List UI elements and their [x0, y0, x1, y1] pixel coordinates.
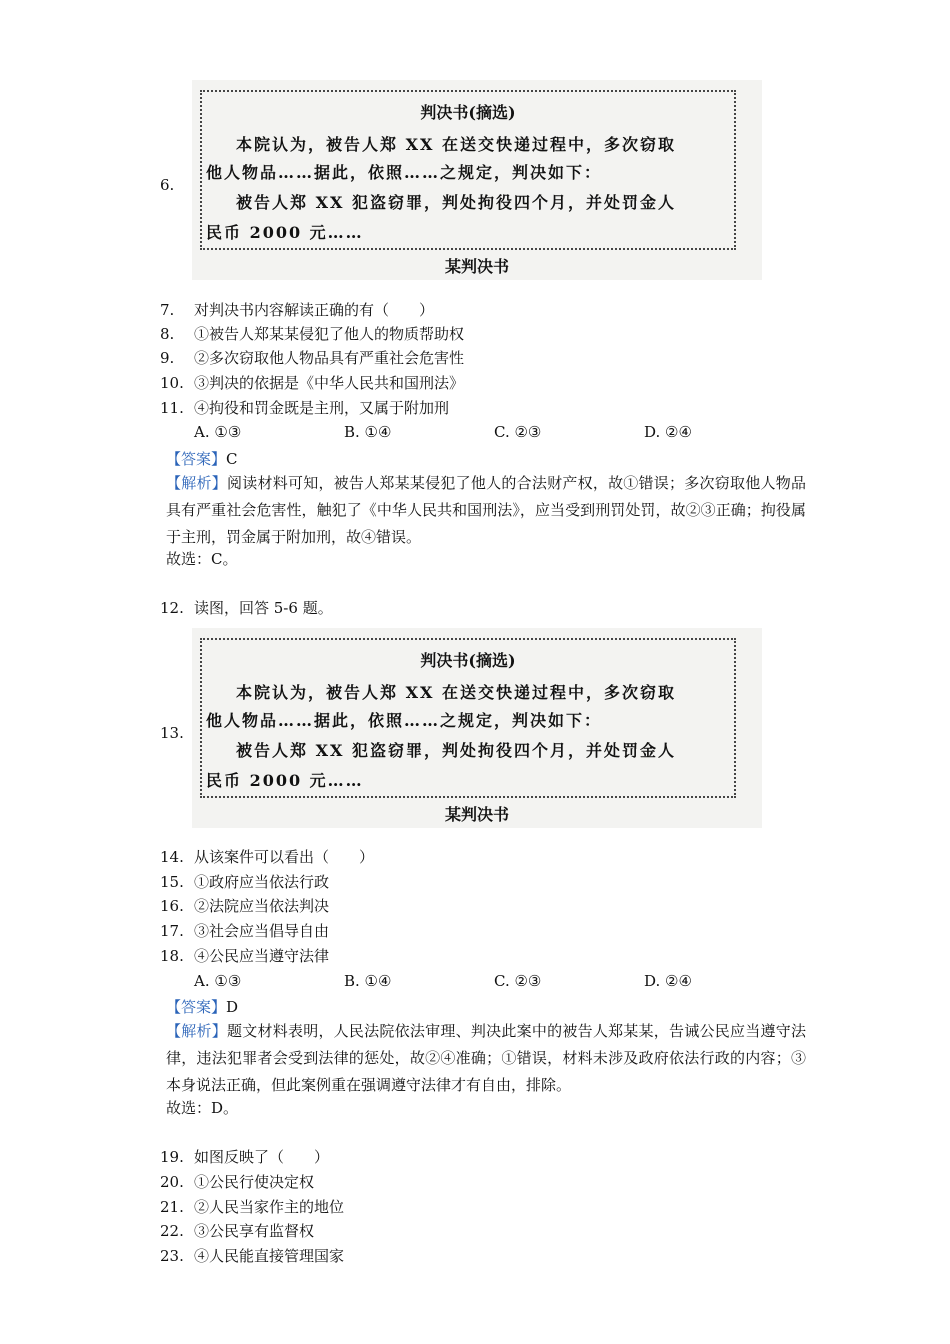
statement-item	[160, 1171, 314, 1193]
option-b: B. ①④	[344, 972, 392, 990]
line-number: 22.	[160, 1222, 184, 1240]
answer-tag: 【答案】	[166, 998, 227, 1016]
analysis-tag: 【解析】	[166, 474, 227, 492]
judgment-line: 本院认为，被告人郑 XX 在送交快递过程中，多次窃取	[236, 683, 676, 702]
statement-item	[160, 347, 464, 369]
line-number: 14.	[160, 848, 184, 866]
judgment-figure	[192, 80, 762, 280]
figure-number: 13.	[160, 724, 184, 742]
line-number: 7.	[160, 301, 175, 319]
option-a: A. ①③	[194, 423, 242, 441]
statement-item	[160, 1245, 344, 1267]
line-number: 19.	[160, 1148, 184, 1166]
option-d: D. ②④	[644, 423, 692, 441]
line-number: 20.	[160, 1173, 184, 1191]
statement-item	[160, 945, 329, 967]
statement-item	[160, 397, 449, 419]
line-number: 17.	[160, 922, 184, 940]
statement-text: ③判决的依据是《中华人民共和国刑法》	[194, 374, 465, 392]
statement-text: ②多次窃取他人物品具有严重社会危害性	[194, 349, 465, 367]
analysis-paragraph	[166, 470, 806, 551]
question-intro	[160, 597, 333, 619]
line-number: 11.	[160, 399, 184, 417]
judgment-line: 他人物品……据此，依照……之规定，判决如下：	[206, 163, 603, 182]
judgment-title: 判决书(摘选)	[420, 103, 516, 122]
statement-text: ③社会应当倡导自由	[194, 922, 330, 940]
statement-text: ④人民能直接管理国家	[194, 1247, 345, 1265]
intro-text: 读图，回答 5-6 题。	[194, 599, 333, 617]
statement-text: ②人民当家作主的地位	[194, 1198, 345, 1216]
answer-tag: 【答案】	[166, 450, 227, 468]
answer-line	[166, 446, 806, 473]
line-number: 8.	[160, 325, 175, 343]
judgment-title: 判决书(摘选)	[420, 651, 516, 670]
judgment-line: 本院认为，被告人郑 XX 在送交快递过程中，多次窃取	[236, 135, 676, 154]
statement-item	[160, 895, 329, 917]
analysis-text: 阅读材料可知，被告人郑某某侵犯了他人的合法财产权，故①错误；多次窃取他人物品具有严重社会危害性，触犯了《中华人民共和国刑法》，应当受到刑罚处罚，故②③正确；拘役属于主刑，罚金属于附加刑，故④错误。	[166, 474, 806, 546]
line-number: 9.	[160, 349, 175, 367]
line-number: 23.	[160, 1247, 184, 1265]
statement-text: ①被告人郑某某侵犯了他人的物质帮助权	[194, 325, 465, 343]
statement-text: ③公民享有监督权	[194, 1222, 315, 1240]
judgment-caption: 某判决书	[444, 805, 509, 824]
statement-item	[160, 1196, 344, 1218]
judgment-caption: 某判决书	[444, 257, 509, 276]
judgment-line: 民币 2000 元……	[206, 771, 364, 790]
judgment-figure	[192, 628, 762, 828]
judgment-line: 他人物品……据此，依照……之规定，判决如下：	[206, 711, 603, 730]
option-c: C. ②③	[494, 972, 542, 990]
option-b: B. ①④	[344, 423, 392, 441]
judgment-line: 被告人郑 XX 犯盗窃罪，判处拘役四个月，并处罚金人	[236, 193, 676, 212]
judgment-frame	[200, 90, 736, 250]
stem-text: 对判决书内容解读正确的有（ ）	[194, 301, 435, 319]
line-number: 15.	[160, 873, 184, 891]
stem-text: 从该案件可以看出（ ）	[194, 848, 375, 866]
answer-value: C	[226, 450, 238, 468]
figure-number: 6.	[160, 176, 175, 194]
statement-text: ④公民应当遵守法律	[194, 947, 330, 965]
question-stem	[160, 846, 374, 868]
line-number: 18.	[160, 947, 184, 965]
judgment-line: 被告人郑 XX 犯盗窃罪，判处拘役四个月，并处罚金人	[236, 741, 676, 760]
question-stem	[160, 299, 434, 321]
line-number: 21.	[160, 1198, 184, 1216]
analysis-tag: 【解析】	[166, 1022, 227, 1040]
line-number: 12.	[160, 599, 184, 617]
stem-text: 如图反映了（ ）	[194, 1148, 330, 1166]
statement-item	[160, 323, 464, 345]
conclusion: 故选：C。	[166, 550, 238, 568]
judgment-frame	[200, 638, 736, 798]
answer-line	[166, 994, 806, 1021]
option-c: C. ②③	[494, 423, 542, 441]
statement-item	[160, 871, 329, 893]
judgment-line: 民币 2000 元……	[206, 223, 364, 242]
statement-item	[160, 920, 329, 942]
statement-text: ①公民行使决定权	[194, 1173, 315, 1191]
analysis-text: 题文材料表明，人民法院依法审理、判决此案中的被告人郑某某，告诫公民应当遵守法律，违法犯罪者会受到法律的惩处，故②④准确；①错误，材料未涉及政府依法行政的内容；③本身说法正确，但此案例重在强调遵守法律才有自由，排除。	[166, 1022, 806, 1094]
statement-text: ①政府应当依法行政	[194, 873, 330, 891]
line-number: 10.	[160, 374, 184, 392]
line-number: 16.	[160, 897, 184, 915]
statement-text: ②法院应当依法判决	[194, 897, 330, 915]
option-a: A. ①③	[194, 972, 242, 990]
statement-text: ④拘役和罚金既是主刑，又属于附加刑	[194, 399, 450, 417]
conclusion: 故选：D。	[166, 1099, 239, 1117]
analysis-paragraph	[166, 1018, 806, 1099]
option-d: D. ②④	[644, 972, 692, 990]
statement-item	[160, 1220, 314, 1242]
statement-item	[160, 372, 464, 394]
answer-value: D	[226, 998, 239, 1016]
question-stem	[160, 1146, 329, 1168]
